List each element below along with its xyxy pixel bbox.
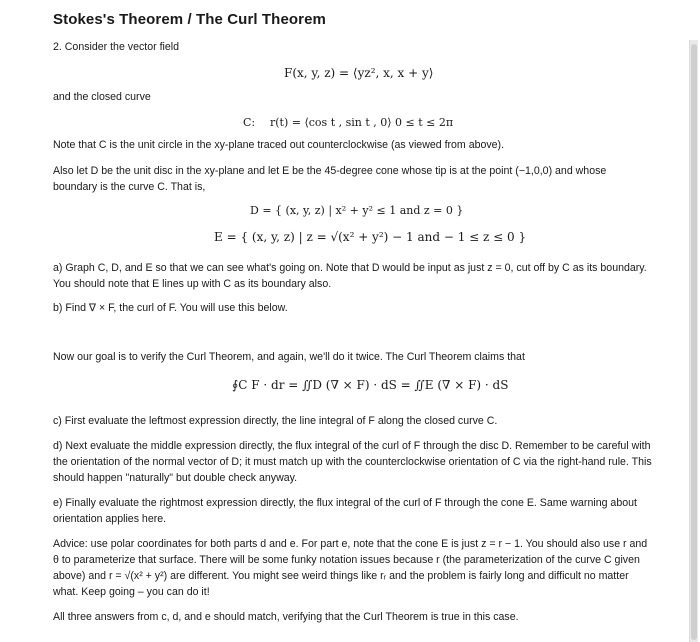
curve-intro: and the closed curve xyxy=(53,91,151,103)
curve-label: C: xyxy=(243,116,256,129)
vertical-scrollbar[interactable] xyxy=(689,40,698,642)
page-title: Stokes's Theorem / The Curl Theorem xyxy=(53,11,326,28)
part-d-text: d) Next evaluate the middle expression directly, the flux integral of the curl of F through the disc D. Remember to be careful with the orientation of the normal vector of D; it must match up with the counterclockwise orientation of C via the right-hand rule. This should happen "naturally" but double check anyway. xyxy=(53,440,652,484)
conclusion-text: All three answers from c, d, and e should match, verifying that the Curl Theorem is true in this case. xyxy=(53,611,519,623)
part-e-text: e) Finally evaluate the rightmost expression directly, the flux integral of the curl of F through the cone E. Same warning about orientation applies here. xyxy=(53,497,637,525)
part-a-text: a) Graph C, D, and E so that we can see what's going on. Note that D would be input as just z = 0, cut off by C as its boundary. You should note that E lines up with C as its boundary also. xyxy=(53,262,647,290)
problem-intro: 2. Consider the vector field xyxy=(53,41,180,53)
curve-equation: r(t) = ⟨cos t , sin t , 0⟩ 0 ≤ t ≤ 2π xyxy=(270,116,454,129)
set-e-equation: E = { (x, y, z) | z = √(x² + y²) − 1 and − 1 ≤ z ≤ 0 } xyxy=(214,230,527,244)
vector-field-equation: F(x, y, z) = ⟨yz², x, x + y⟩ xyxy=(284,66,434,80)
part-c-text: c) First evaluate the leftmost expression directly, the line integral of F along the closed curve C. xyxy=(53,415,498,427)
note-text: Note that C is the unit circle in the xy-plane traced out counterclockwise (as viewed from above). xyxy=(53,139,505,151)
goal-text: Now our goal is to verify the Curl Theorem, and again, we'll do it twice. The Curl Theorem claims that xyxy=(53,351,525,363)
curl-theorem-equation: ∮C F · dr = ∬D (∇ × F) · dS = ∬E (∇ × F) · dS xyxy=(232,378,509,392)
set-d-equation: D = { (x, y, z) | x² + y² ≤ 1 and z = 0 } xyxy=(250,204,464,217)
scrollbar-thumb[interactable] xyxy=(691,44,697,640)
advice-text: Advice: use polar coordinates for both parts d and e. For part e, note that the cone E is just z = r − 1. You should also use r and θ to parameterize that surface. There will be some funky notation issues because r (the parameterization of the curve C given above) and r = √(x² + y²) are different. You might see weird things like rᵣ and the problem is fairly long and difficult no matter what. Keep going – you can do it! xyxy=(53,538,648,598)
part-b-text: b) Find ∇ × F, the curl of F. You will use this below. xyxy=(53,302,288,314)
also-text: Also let D be the unit disc in the xy-plane and let E be the 45-degree cone whose tip is at the point (−1,0,0) and whose boundary is the curve C. That is, xyxy=(53,165,607,193)
